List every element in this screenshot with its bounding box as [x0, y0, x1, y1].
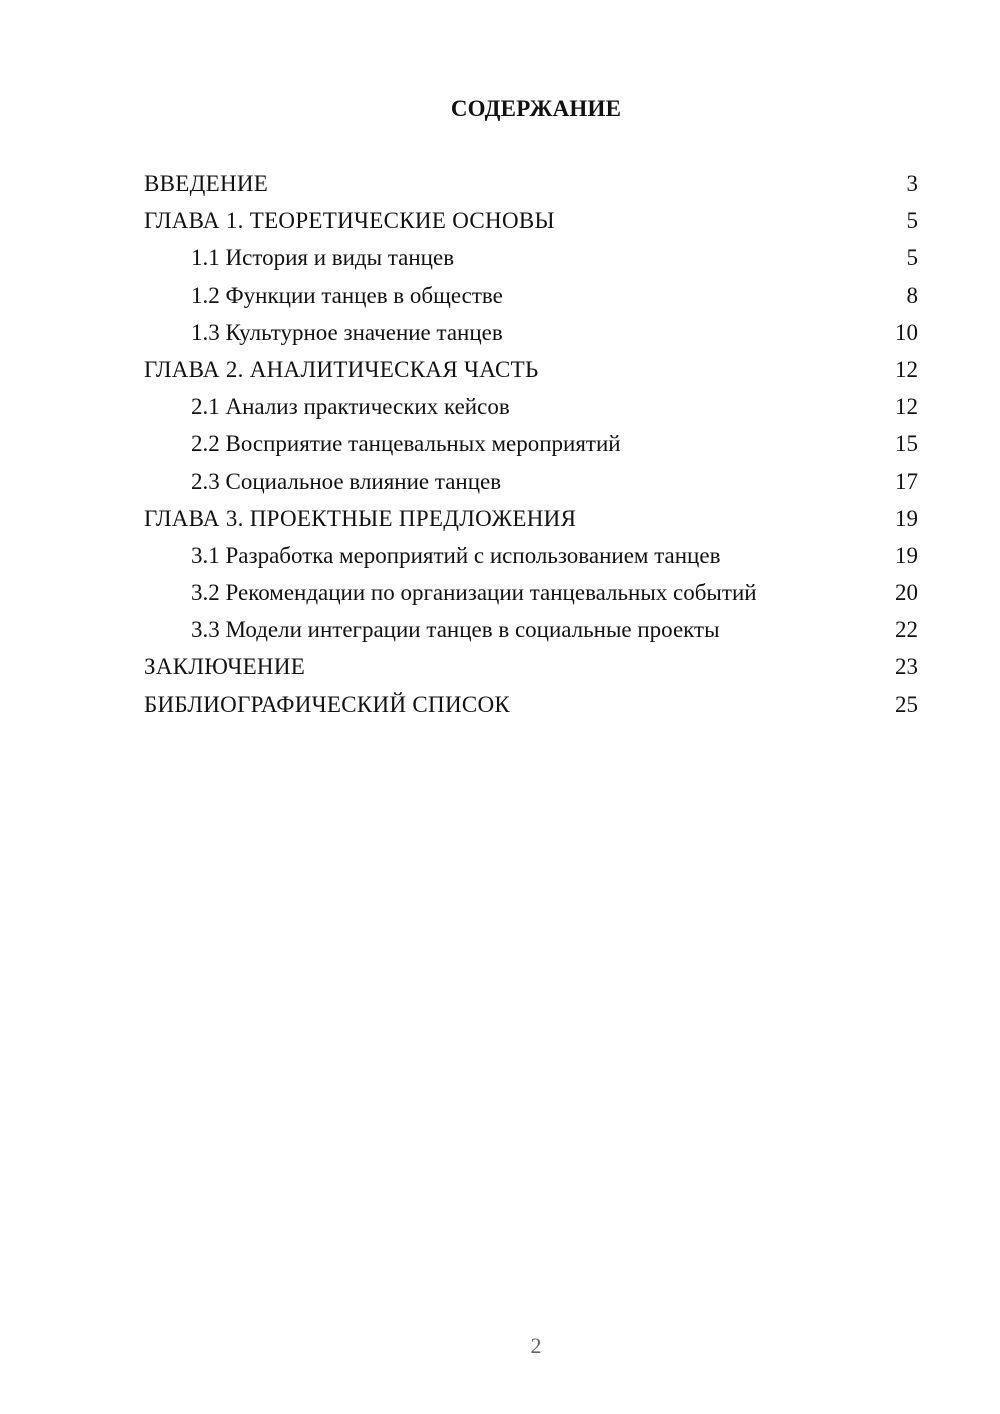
toc-subentry: [144, 390, 920, 427]
toc-subentry: [144, 613, 920, 650]
toc-entry-page: 20: [895, 580, 918, 606]
toc-entry-label: ГЛАВА 2. АНАЛИТИЧЕСКАЯ ЧАСТЬ: [144, 356, 539, 382]
toc-subentry: [144, 427, 920, 464]
toc-entry-page: 22: [895, 617, 918, 643]
toc-entry-page: 23: [895, 654, 918, 680]
page-number: 2: [530, 1333, 542, 1358]
toc-entry-label: ЗАКЛЮЧЕНИЕ: [144, 654, 306, 680]
toc-entry-page: 17: [895, 468, 918, 494]
toc-entry-page: 15: [895, 431, 918, 457]
toc-entry-page: 10: [895, 319, 918, 345]
toc-entry-label: 3.1 Разработка мероприятий с использованием танцев: [191, 542, 721, 568]
toc-entry-label: 1.2 Функции танцев в обществе: [191, 282, 503, 308]
toc-entry-label: ВВЕДЕНИЕ: [144, 171, 269, 196]
toc-entry-page: 5: [906, 208, 918, 234]
toc-entry-label: 1.3 Культурное значение танцев: [191, 319, 503, 345]
toc-subentry: [144, 539, 920, 576]
toc-entry-page: 12: [895, 356, 918, 382]
toc-entry-label: 1.1 История и виды танцев: [191, 245, 455, 271]
toc-entry: [144, 650, 920, 687]
toc-entry-label: 3.2 Рекомендации по организации танцевальных событий: [191, 580, 757, 606]
toc-subentry: [144, 576, 920, 613]
toc-entry: [144, 502, 920, 539]
toc-entry-label: 2.3 Социальное влияние танцев: [191, 468, 502, 494]
toc-subentry: [144, 279, 920, 316]
toc-entry-page: 12: [895, 394, 918, 420]
toc-entry-label: 2.1 Анализ практических кейсов: [191, 394, 510, 420]
toc-entry-label: ГЛАВА 1. ТЕОРЕТИЧЕСКИЕ ОСНОВЫ: [144, 208, 555, 234]
toc-subentry: [144, 465, 920, 502]
toc-entry: [144, 167, 920, 204]
toc-subentry: [144, 316, 920, 353]
toc-entry-page: 19: [895, 542, 918, 568]
toc-entry: [144, 688, 920, 725]
toc-entry-label: БИБЛИОГРАФИЧЕСКИЙ СПИСОК: [144, 691, 511, 717]
toc-entry-page: 5: [906, 245, 918, 271]
page-title: СОДЕРЖАНИЕ: [450, 96, 622, 121]
toc-entry-label: 2.2 Восприятие танцевальных мероприятий: [191, 431, 621, 457]
toc-entry-page: 8: [906, 282, 918, 308]
toc-entry-page: 25: [895, 691, 918, 717]
toc-entry-page: 19: [895, 505, 918, 531]
toc-entry: [144, 204, 920, 241]
table-of-contents: [144, 167, 920, 725]
toc-entry-page: 3: [906, 171, 918, 196]
toc-subentry: [144, 241, 920, 278]
toc-entry: [144, 353, 920, 390]
toc-entry-label: 3.3 Модели интеграции танцев в социальные проекты: [191, 617, 720, 643]
toc-entry-label: ГЛАВА 3. ПРОЕКТНЫЕ ПРЕДЛОЖЕНИЯ: [144, 505, 577, 531]
